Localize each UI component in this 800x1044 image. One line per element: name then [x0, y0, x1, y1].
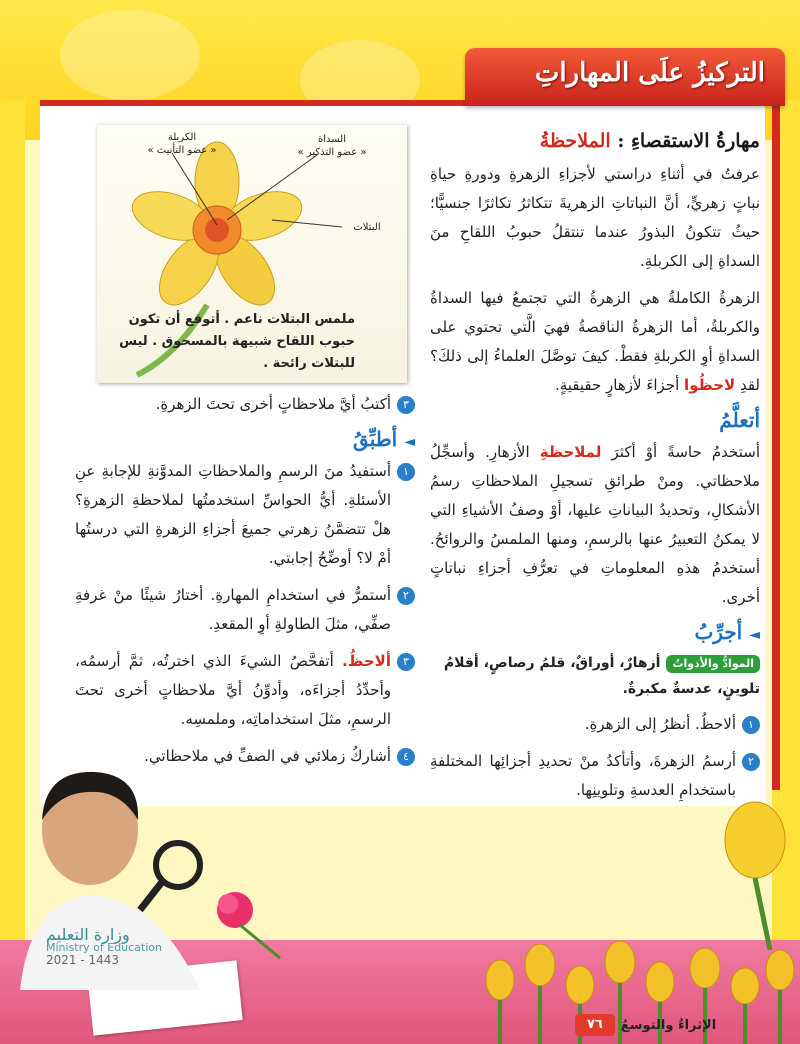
step-text: أتفحَّصُ الشيءَ الذي اخترتُه، ثمَّ أرسمُه، وأحدِّدُ أجزاءَه، وأدوِّنُ أيَّ ملاحظاتٍ أخرى تحتَ الرسمِ، مثلَ استخداماتِه، وملمسِه.	[75, 652, 391, 728]
flower-figure	[97, 125, 407, 383]
intro-paragraph-1: عرفتُ في أثناءِ دراستي لأجزاءِ الزهرةِ ودورةِ حياةِ نباتٍ زهريٍّ، أنَّ النباتاتِ الزهريةَ تتكاثرُ تكاثرًا جنسيًّا؛ حيثُ تتكونُ البذورُ عندما تنتقلُ حبوبُ اللقاحِ منَ السداةِ إلى الكربلةِ.	[430, 165, 760, 270]
step-text: ألاحظُ. أنظرُ إلى الزهرةِ.	[584, 715, 736, 733]
side-rule	[772, 100, 780, 790]
learn-heading: أتعلَّمُ	[719, 408, 760, 432]
ministry-watermark	[46, 925, 166, 967]
figure-caption: ملمس البتلات ناعم . أتوقع أن تكون حبوب اللقاح شبيهة بالمسحوق . ليس للبتلات رائحة .	[119, 312, 355, 371]
intro-p2-end: أجزاءَ لأزهارٍ حقيقيةٍ.	[554, 376, 685, 394]
stamen-label-text: السداة	[317, 134, 346, 145]
step-number-badge: ٣	[397, 653, 415, 671]
try-heading	[430, 620, 760, 644]
apply-steps	[75, 457, 415, 771]
list-item	[75, 581, 415, 639]
skill-heading	[430, 130, 760, 152]
footer-label: الإثراءُ والتوسعُ	[620, 1017, 717, 1033]
step-text: أستفيدُ منَ الرسمِ والملاحظاتِ المدوَّنةِ للإجابةِ عنِ الأسئلةِ. أيُّ الحواسِّ استخدمتُها لملاحظةِ الزهرةِ؟ هلْ تتضمَّنُ زهرتي جميعَ أجزاءِ الزهرةِ التي درستُها أمْ لا؟ أوضِّحُ إجابتي.	[75, 462, 391, 567]
step3-list	[75, 390, 415, 419]
learn-text: أستخدمُ حاسةً أوْ أكثرَ	[601, 443, 760, 461]
step-text: أشاركُ زملائي في الصفِّ في ملاحظاتي.	[144, 747, 391, 765]
step-number-badge: ٣	[397, 396, 415, 414]
list-item	[75, 457, 415, 573]
page-number: ٧٦	[575, 1014, 615, 1036]
try-steps	[430, 710, 760, 805]
list-item	[75, 647, 415, 734]
page-title: التركيزُ علَى المهاراتِ	[534, 58, 765, 88]
learn-paragraph	[430, 438, 760, 612]
apply-title: أطبِّقُ	[353, 427, 398, 451]
pink-flower	[200, 880, 290, 960]
intro-paragraph-2	[430, 284, 760, 400]
step-number-badge: ١	[742, 716, 760, 734]
step-number-badge: ٢	[397, 587, 415, 605]
triangle-arrow-icon: ◄	[404, 434, 415, 450]
apply-heading	[75, 427, 415, 451]
triangle-arrow-icon: ◄	[749, 627, 760, 643]
stamen-label	[287, 133, 377, 159]
header-banner	[465, 48, 785, 106]
carpel-label-sub: « عضو التأنيث »	[147, 145, 217, 156]
step-number-badge: ٢	[742, 753, 760, 771]
stamen-label-sub: « عضو التذكير »	[297, 147, 367, 158]
step-number-badge: ٤	[397, 748, 415, 766]
step-highlight: ألاحظُ.	[342, 652, 391, 670]
petals-label: البتلات	[353, 222, 381, 233]
step-text: أرسمُ الزهرةَ، وأتأكدُ منْ تحديدِ أجزائِها المختلفةِ باستخدامِ العدسةِ وتلوينِها.	[430, 752, 736, 799]
carpel-label-text: الكربلة	[167, 132, 197, 143]
try-title: أجرِّبُ	[694, 620, 743, 644]
materials-line	[430, 650, 760, 702]
list-item	[75, 390, 415, 419]
skill-name: الملاحظةُ	[539, 130, 611, 152]
list-item	[430, 710, 760, 739]
page-footer	[575, 1013, 716, 1037]
learn-highlight: لملاحظةِ	[539, 443, 602, 461]
magnifier-handle	[140, 882, 162, 910]
carpel-label	[142, 131, 222, 157]
ministry-arabic: وزارة التعليم	[46, 925, 130, 944]
skill-prefix: مهارةُ الاستقصاءِ :	[617, 130, 760, 152]
right-column	[430, 130, 760, 813]
materials-badge: الموادُّ والأدواتُ	[666, 655, 760, 673]
learn-text-end: الأزهارِ. وأسجِّلُ ملاحظاتي. ومنْ طرائقِ تسجيلِ الملاحظاتِ رسمُ الأشكالِ، وتحديدُ البياناتِ عليها، أوْ وصفُ الأشياءِ التي لا يمكنُ التعبيرُ عنها بالرسمِ، ومنها الملمسُ والروائحُ. أستخدمُ هذهِ المعلوماتِ في تعرُّفِ أجزاءِ نباتاتٍ أخرى.	[430, 443, 760, 606]
ministry-english: Ministry of Education	[46, 941, 163, 954]
tulip-right	[700, 800, 795, 950]
step-text: أستمرُّ في استخدامِ المهارةِ. أختارُ شيئًا منْ غرفةِ صفِّي، مثلَ الطاولةِ أوِ المقعدِ.	[75, 586, 391, 633]
magnifier-icon	[156, 843, 200, 887]
flower-petals	[126, 142, 308, 315]
step-text: أكتبُ أيَّ ملاحظاتٍ أخرى تحتَ الزهرةِ.	[155, 395, 391, 413]
step-number-badge: ١	[397, 463, 415, 481]
ministry-year: 2021 - 1443	[46, 953, 120, 967]
list-item	[430, 747, 760, 805]
materials-text: أزهارٌ، أوراقٌ، قلمُ رصاصٍ، أقلامُ تلوينٍ، عدسةٌ مكبرةٌ.	[443, 655, 760, 697]
intro-p2-highlight: لاحظُوا	[684, 376, 736, 394]
left-column	[75, 390, 415, 779]
intro-p2-text: الزهرةُ الكاملةُ هي الزهرةُ التي تجتمعُ فيها السداةُ والكربلةُ، أما الزهرةُ الناقصةُ فهيَ الَّتي تحتوي على السداةِ أوِ الكربلةِ فقطْ. كيفَ توصَّلَ العلماءُ إلى ذلكَ؟ لقدِ	[430, 289, 760, 394]
